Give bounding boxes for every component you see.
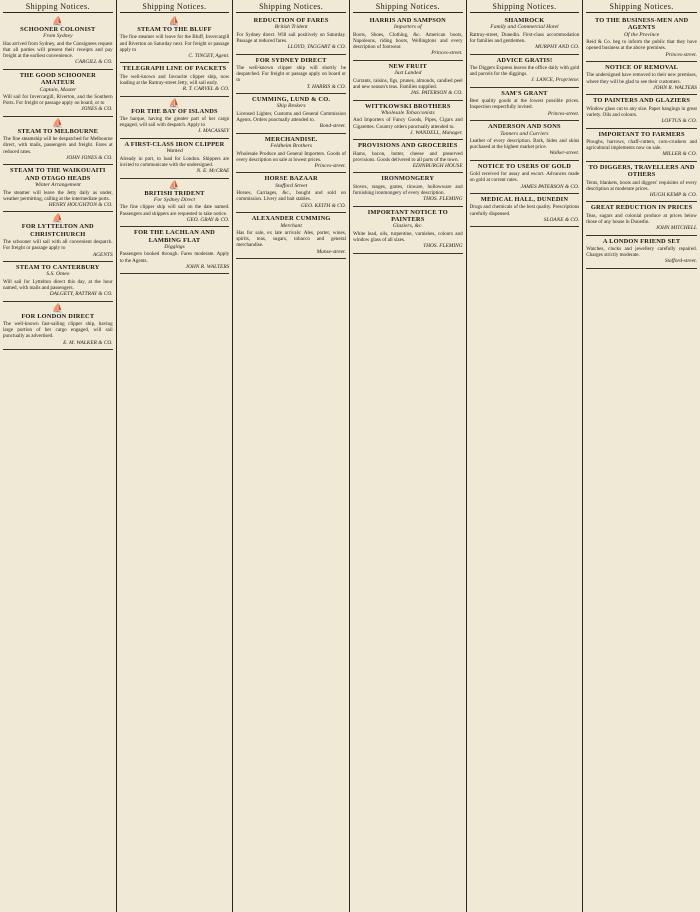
ad-title: SHAMROCK <box>504 17 545 24</box>
ad-subtitle: S.S. Omeo <box>46 271 70 278</box>
ad-signature: HUGH KEMP & CO. <box>649 191 697 198</box>
ad-title: FOR THE LACHLAN AND LAMBING FLAT <box>134 229 215 244</box>
ad-title: SCHOONER COLONIST <box>20 26 96 33</box>
ad-subtitle: Importers of <box>393 24 422 31</box>
advertisement <box>3 212 113 262</box>
ship-icon: ⛵ <box>52 117 64 128</box>
ad-signature: Princes-street. <box>431 50 463 57</box>
advertisement <box>120 63 230 96</box>
ad-body: Leather of every description. Bark, hides and skins purchased at the highest market price. <box>469 137 580 151</box>
ad-signature: THOS. FLEMING <box>423 243 463 250</box>
advertisement <box>3 117 113 165</box>
column-2 <box>117 0 234 912</box>
advertisement <box>353 140 463 173</box>
ad-title: IMPORTANT TO FARMERS <box>598 130 685 138</box>
advertisement <box>120 227 230 274</box>
ad-body: Passengers booked through. Fares moderate. Apply to the Agents. <box>119 251 230 264</box>
ad-title: A LONDON FRIEND SET <box>602 237 681 245</box>
ad-title: HORSE BAZAAR <box>264 175 318 183</box>
ad-body: Wholesale Produce and General Importers. Goods of every description on sale at lowest prices. <box>236 150 346 163</box>
ad-title: IMPORTANT NOTICE TO PAINTERS <box>367 208 448 224</box>
ad-body: Watches, clocks and jewellery carefully repaired. Charges strictly moderate. <box>586 246 697 259</box>
ad-body: Teas, sugars and colonial produce at prices below those of any house in Dunedin. <box>586 212 697 225</box>
ad-body: Window glass cut to any size. Paper hangings in great variety. Oils and colours. <box>586 105 697 118</box>
ad-body: Ploughs, harrows, chaff-cutters, corn-crushers and agricultural implements now on sale. <box>586 138 697 152</box>
advertisement <box>586 62 697 95</box>
ad-body: The fine steamship will be despatched for Melbourne direct, with mails, passengers and freight. Fares at reduced rates. <box>3 136 113 155</box>
ad-subtitle: Captain, Master <box>39 86 77 93</box>
ad-subtitle: Of the Province <box>624 31 660 38</box>
advertisement <box>3 262 113 302</box>
advertisement <box>586 236 697 269</box>
ad-body: The steamer will leave the Jetty daily as under, weather permitting, calling at the intermediate ports. <box>3 189 113 202</box>
ad-signature: N. E. McCRAE <box>196 168 230 175</box>
ad-subtitle: Wholesale Tobacconists <box>380 109 435 116</box>
ad-title: ANDERSON AND SONS <box>488 123 561 131</box>
column-header: Shipping Notices. <box>120 0 230 13</box>
advertisement <box>470 194 580 227</box>
ad-body: Stoves, ranges, grates, tinware, hollowware and furnishing ironmongery of every description. <box>352 183 463 197</box>
ad-body: Best quality goods at the lowest possible prices. Inspection respectfully invited. <box>469 98 580 111</box>
ad-body: The Diggers Express leaves the office daily with gold and parcels for the diggings. <box>469 65 580 78</box>
ad-title: FOR SYDNEY DIRECT <box>255 56 327 64</box>
advertisement <box>236 94 346 134</box>
advertisement <box>236 173 346 213</box>
ad-body: Gold received for assay and escort. Advances made on gold at current rates. <box>469 171 580 184</box>
ad-body: Already in port, to load for London. Shippers are invited to communicate with the undersigned. <box>119 155 230 168</box>
ad-subtitle: Winter Arrangement <box>34 182 81 189</box>
ad-signature: Bond-street. <box>319 123 346 130</box>
ad-signature: GEO. KEITH & CO. <box>300 202 346 209</box>
ad-subtitle: From Sydney <box>43 33 73 40</box>
ad-subtitle: Ship Brokers <box>276 103 306 110</box>
ad-title: THE GOOD SCHOONER AMATEUR <box>19 71 96 87</box>
ad-title: HARRIS AND SAMPSON <box>369 17 446 24</box>
ad-body: Rattray-street, Dunedin. First-class accommodation for families and gentlemen. <box>469 31 580 44</box>
advertisement <box>586 15 697 62</box>
ad-signature: J. WANDELL, Manager. <box>410 129 463 136</box>
ship-icon: ⛵ <box>52 213 64 224</box>
ad-body: The well-known and favourite clipper ship, now loading at the Rattray-street Jetty, will sail early. <box>119 73 230 87</box>
ad-body: And Importers of Fancy Goods, Pipes, Cigars and Cigarettes. Country orders punctually attended to. <box>352 117 463 130</box>
advertisement <box>3 70 113 117</box>
ad-signature: Princes-street. <box>665 51 697 58</box>
ad-subtitle: Tanners and Curriers <box>500 130 549 137</box>
ad-subtitle: Wanted <box>166 148 183 155</box>
advertisement <box>236 134 346 174</box>
advertisement <box>470 121 580 161</box>
ad-body: The fine clipper ship will sail on the date named. Passengers and shippers are requested to take notice. <box>119 204 230 217</box>
ad-signature: JOHN R. WALTERS <box>653 84 697 91</box>
ad-signature: LLOYD, TAGGART & CO. <box>287 44 346 51</box>
ad-body: Currants, raisins, figs, prunes, almonds, candied peel and new season's teas. Families supplied. <box>352 77 463 90</box>
ad-signature: E. M. WALKER & CO. <box>63 339 113 346</box>
column-1 <box>0 0 117 912</box>
advertisement <box>3 302 113 350</box>
ad-title: REDUCTION OF FARES <box>253 17 329 24</box>
ad-title: STEAM TO MELBOURNE <box>17 127 99 135</box>
ad-body: Will sail for Invercargill, Riverton, and the Southern Ports. For freight or passage apply on board, or to <box>3 94 113 107</box>
advertisement <box>236 55 346 94</box>
column-3 <box>233 0 350 912</box>
ad-title: ALEXANDER CUMMING <box>251 215 331 223</box>
ad-signature: LOFTUS & CO. <box>661 118 697 125</box>
ad-body: Licensed Lighter, Customs and General Commission Agents. Orders punctually attended to. <box>236 110 346 124</box>
advertisement <box>353 15 463 61</box>
advertisement <box>353 173 463 206</box>
ad-body: The undersigned have removed to their new premises, where they will be glad to see their customers. <box>586 72 697 85</box>
ad-signature: HENRY HOUGHTON & CO. <box>48 201 113 208</box>
ad-body: Tents, blankets, boots and diggers' requisites of every description at moderate prices. <box>586 179 697 192</box>
advertisement <box>586 202 697 235</box>
ad-signature: JOHN MITCHELL <box>655 225 697 232</box>
ad-body: Will sail for Lyttelton direct this day, at the hour named, with mails and passengers. <box>3 278 113 291</box>
ad-body: The barque, having the greater part of her cargo engaged, will sail with despatch. Apply to <box>119 116 230 129</box>
column-header: Shipping Notices. <box>236 0 346 13</box>
column-header: Shipping Notices. <box>470 0 580 13</box>
ad-body: Has arrived from Sydney, and the Consignees request that all parties will present their receipts and pay freight at the earliest convenience. <box>3 40 113 60</box>
ad-subtitle: Feldheim Brothers <box>270 143 313 150</box>
ad-signature: C. TINGEY, Agent. <box>188 52 230 59</box>
ad-title: FOR LONDON DIRECT <box>21 312 95 320</box>
ad-body: Drugs and chemicals of the best quality. Prescriptions carefully dispensed. <box>469 204 580 217</box>
ad-signature: J. MACASSEY <box>197 128 230 135</box>
advertisement <box>353 207 463 254</box>
ad-title: BRITISH TRIDENT <box>144 189 205 197</box>
advertisement <box>586 95 697 128</box>
ad-signature: CARGILL & CO. <box>75 59 113 66</box>
advertisement <box>470 55 580 88</box>
ad-subtitle: Glaziers, &c. <box>392 223 423 230</box>
advertisement <box>470 15 580 55</box>
ad-body: Reid & Co. beg to inform the public that they have opened business at the above premises. <box>586 39 697 52</box>
ad-title: NOTICE OF REMOVAL <box>605 64 679 72</box>
ad-signature: R. T. CARVEL & CO. <box>182 86 230 93</box>
column-header: Shipping Notices. <box>3 0 113 13</box>
ad-title: STEAM TO CANTERBURY <box>16 264 100 271</box>
ad-body: Has for sale, ex late arrivals: Ales, porter, wines, spirits, teas, sugars, tobacco and general merchandise. <box>236 229 346 249</box>
ad-subtitle: Diggings <box>164 244 185 251</box>
ad-title: ADVICE GRATIS! <box>496 56 553 64</box>
ad-body: Hams, bacon, butter, cheese and preserved provisions. Goods delivered to all parts of the town. <box>352 150 463 163</box>
ad-body: For Sydney direct. Will sail positively on Saturday. Passage at reduced fares. <box>236 31 346 44</box>
ad-signature: Princes-street. <box>547 110 580 117</box>
ad-subtitle: For Sydney Direct <box>153 196 196 203</box>
ad-body: The schooner will sail with all convenient despatch. For freight or passage apply to <box>3 239 113 252</box>
ad-subtitle: Merchant <box>280 222 302 229</box>
ad-signature: JONES & CO. <box>81 106 113 113</box>
advertisement <box>120 139 230 179</box>
ad-title: TELEGRAPH LINE OF PACKETS <box>122 65 227 73</box>
advertisement <box>236 213 346 259</box>
advertisement <box>470 161 580 194</box>
ship-icon: ⛵ <box>168 16 181 26</box>
column-6 <box>583 0 700 912</box>
ship-icon: ⛵ <box>168 97 181 108</box>
ad-signature: Walker-street. <box>549 150 580 157</box>
ad-body: The well-known clipper ship will shortly be despatched. For freight or passage apply on board or to <box>236 65 346 84</box>
ad-title: CUMMING, LUND & CO. <box>252 96 331 104</box>
column-header: Shipping Notices. <box>586 0 697 13</box>
ad-signature: THOS. FLEMING <box>423 196 463 203</box>
ad-signature: MILLER & CO. <box>662 151 697 158</box>
ad-signature: EDINBURGH HOUSE <box>412 162 463 169</box>
ad-body: Horses, Carriages, &c., bought and sold on commission. Livery and bait stables. <box>236 190 346 203</box>
ad-signature: Manse-street. <box>316 248 346 255</box>
ad-subtitle: Stafford Street <box>275 182 308 189</box>
ad-title: MERCHANDISE. <box>264 135 318 143</box>
advertisement <box>120 179 230 228</box>
ad-body: The well-known fast-sailing clipper ship, having large portion of her cargo engaged, will sail punctually as advertised. <box>3 321 113 340</box>
ad-title: TO DIGGERS, TRAVELLERS AND OTHERS <box>588 163 695 179</box>
ad-body: The fine steamer will leave for the Bluff, Invercargill and Riverton on Saturday next. For freight or passage apply to <box>119 34 230 53</box>
advertisement <box>353 101 463 141</box>
ad-title: GREAT REDUCTION IN PRICES <box>590 204 693 212</box>
ad-title: A FIRST-CLASS IRON CLIPPER <box>124 140 225 148</box>
ad-title: IRONMONGERY <box>381 175 435 183</box>
ad-title: STEAM TO THE WAIKOUAITI AND OTAGO HEADS <box>10 167 106 182</box>
ad-title: STEAM TO THE BLUFF <box>137 26 212 33</box>
ad-subtitle: Just Landed <box>394 70 422 77</box>
ad-title: PROVISIONS AND GROCERIES <box>357 142 458 150</box>
ad-signature: Stafford-street. <box>664 258 697 265</box>
ad-signature: GEO. GRAY & CO. <box>186 216 230 223</box>
column-header: Shipping Notices. <box>353 0 463 13</box>
ad-signature: AGENTS <box>92 251 113 258</box>
advertisement <box>3 165 113 212</box>
ad-signature: JAS. PATERSON & CO. <box>410 90 463 97</box>
ad-signature: JOHN JONES & CO. <box>65 154 113 161</box>
ad-title: TO THE BUSINESS-MEN AND AGENTS <box>594 17 689 32</box>
ad-signature: JAMES PATERSON & CO. <box>520 183 580 190</box>
advertisement <box>470 88 580 121</box>
column-5 <box>467 0 584 912</box>
advertisement <box>120 15 230 63</box>
ad-subtitle: Family and Commercial Hotel <box>490 24 559 31</box>
ship-icon: ⛵ <box>52 302 64 313</box>
ad-title: NEW FRUIT <box>388 62 428 70</box>
ad-signature: JOHN R. WALTERS <box>185 263 230 270</box>
ad-body: Boots, Shoes, Clothing, &c. American boots, Napoleons, riding boots, Wellingtons and every description of footwear. <box>352 31 463 51</box>
ad-title: WITTKOWSKI BROTHERS <box>364 102 451 110</box>
ship-icon: ⛵ <box>52 16 64 26</box>
ad-title: NOTICE TO USERS OF GOLD <box>477 162 572 170</box>
ad-title: SAM'S GRANT <box>501 89 548 97</box>
ad-title: TO PAINTERS AND GLAZIERS <box>593 97 691 105</box>
advertisement <box>353 61 463 101</box>
advertisement <box>586 129 697 162</box>
advertisement <box>120 97 230 139</box>
ad-signature: SLOANE & CO. <box>543 216 580 223</box>
ad-title: FOR THE BAY OF ISLANDS <box>131 107 218 115</box>
ad-body: White lead, oils, turpentine, varnishes, colours and window glass of all sizes. <box>352 230 463 244</box>
ship-icon: ⛵ <box>168 179 181 190</box>
ad-signature: Princes-street. <box>314 162 346 169</box>
column-4 <box>350 0 467 912</box>
ad-signature: MURPHY AND CO. <box>535 44 580 51</box>
advertisement <box>3 15 113 70</box>
ad-signature: T. HARRIS & CO. <box>306 83 346 90</box>
ad-signature: J. LANCE, Proprietor. <box>531 77 580 84</box>
advertisement <box>586 162 697 203</box>
ad-title: MEDICAL HALL, DUNEDIN <box>480 196 569 204</box>
advertisement <box>236 15 346 55</box>
ad-title: FOR LYTTELTON AND CHRISTCHURCH <box>21 223 94 238</box>
ad-subtitle: British Trident <box>274 24 308 31</box>
ad-signature: DALGETY, RATTRAY & CO. <box>49 291 113 298</box>
